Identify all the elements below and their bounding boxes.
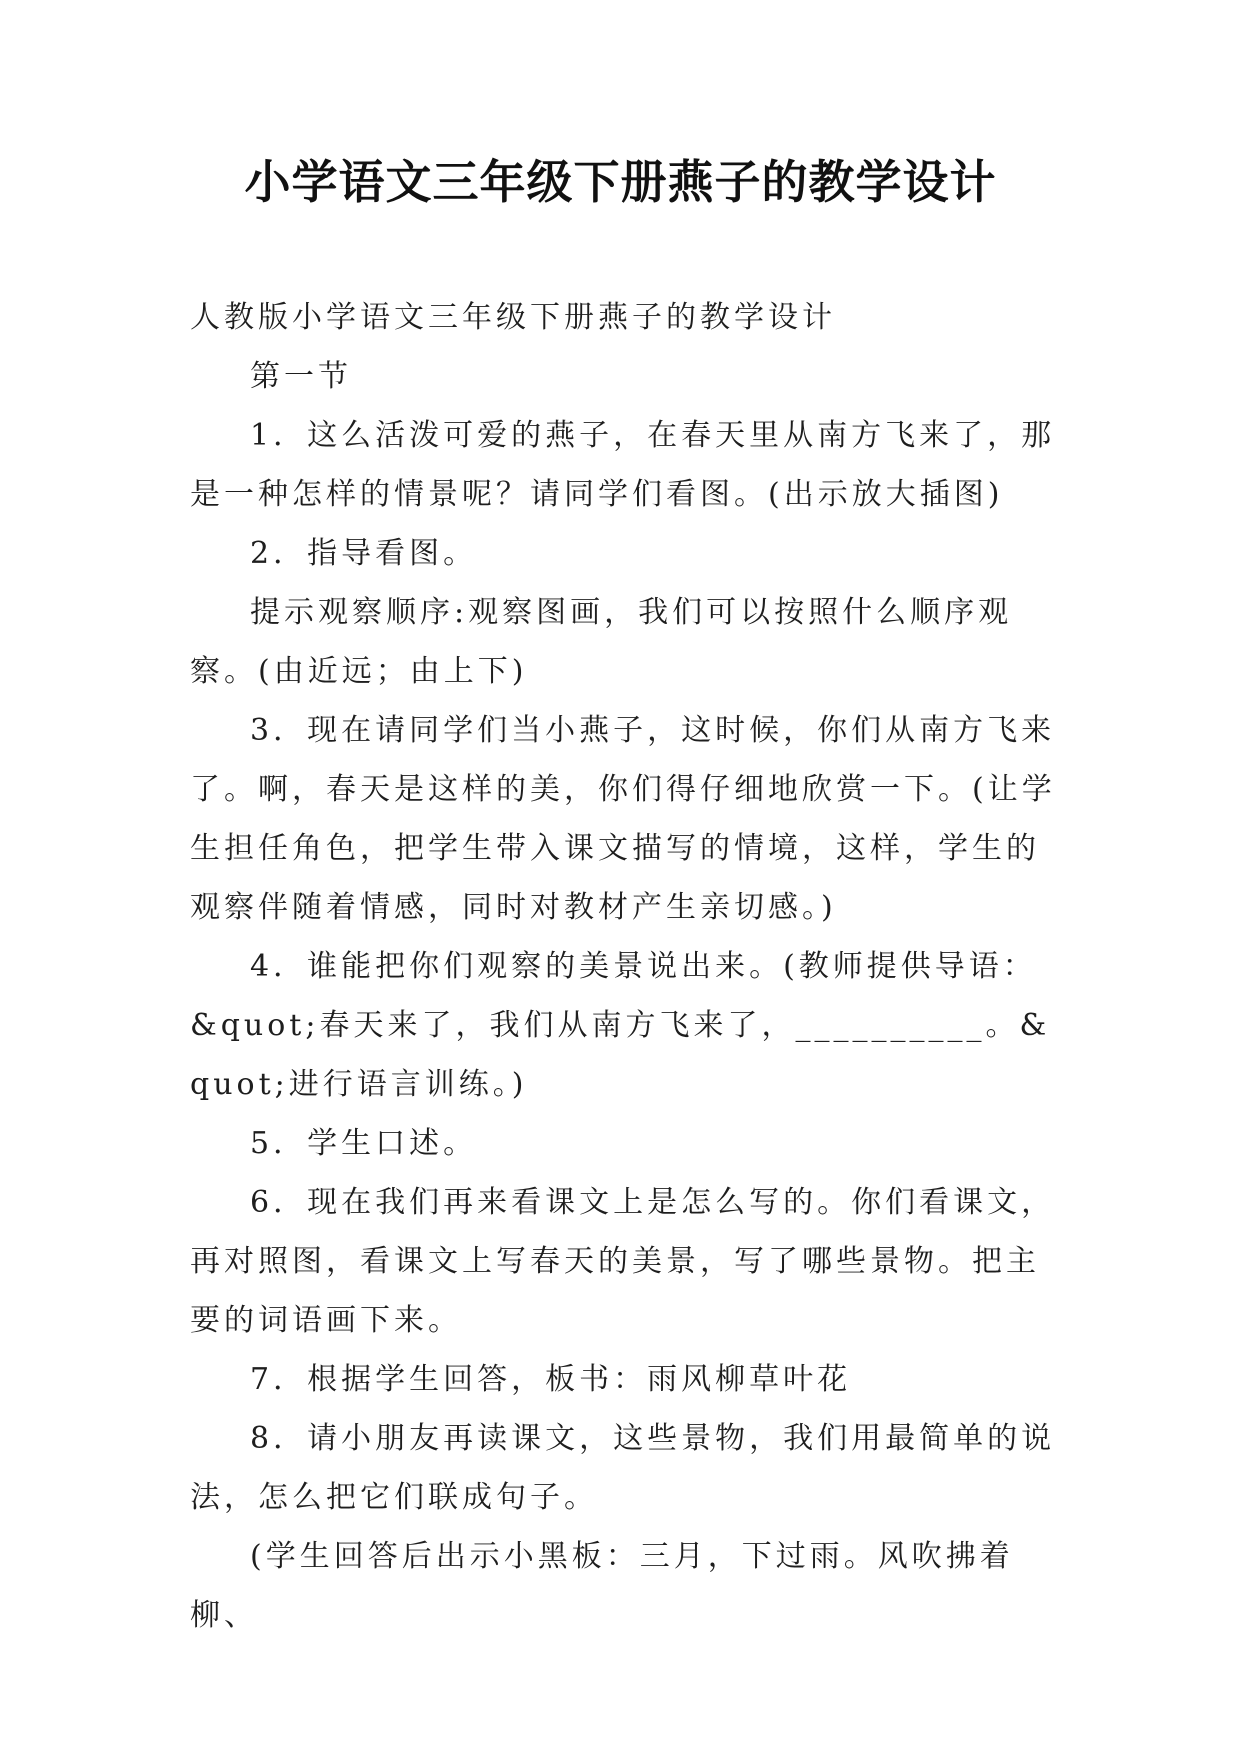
paragraph-step-4: 4．谁能把你们观察的美景说出来。(教师提供导语：&quot;春天来了，我们从南方飞来了，__________。&quot;进行语言训练。) — [190, 949, 1051, 1102]
paragraph-step-2: 2．指导看图。 — [250, 536, 478, 571]
paragraph-step-8: 8．请小朋友再读课文，这些景物，我们用最简单的说法，怎么把它们联成句子。 — [190, 1421, 1056, 1515]
paragraph-subtitle: 人教版小学语文三年级下册燕子的教学设计 — [190, 300, 836, 335]
document-body — [190, 288, 1056, 1645]
paragraph-section-heading: 第一节 — [250, 359, 352, 394]
paragraph-observation-hint: 提示观察顺序:观察图画，我们可以按照什么顺序观察。(由近远；由上下) — [190, 595, 1013, 689]
paragraph-step-7: 7．根据学生回答，板书：雨风柳草叶花 — [250, 1362, 852, 1397]
paragraph-step-6: 6．现在我们再来看课文上是怎么写的。你们看课文，再对照图，看课文上写春天的美景，写了哪些景物。把主要的词语画下来。 — [190, 1185, 1056, 1338]
paragraph-blackboard: (学生回答后出示小黑板：三月，下过雨。风吹拂着柳、 — [190, 1539, 1014, 1633]
paragraph-step-3: 3．现在请同学们当小燕子，这时候，你们从南方飞来了。啊，春天是这样的美，你们得仔细地欣赏一下。(让学生担任角色，把学生带入课文描写的情境，这样，学生的观察伴随着情感，同时对教材产生亲切感。) — [190, 713, 1056, 925]
paragraph-step-1: 1．这么活泼可爱的燕子，在春天里从南方飞来了，那是一种怎样的情景呢？请同学们看图。(出示放大插图) — [190, 418, 1056, 512]
document-title: 小学语文三年级下册燕子的教学设计 — [244, 155, 997, 209]
paragraph-step-5: 5．学生口述。 — [250, 1126, 478, 1161]
